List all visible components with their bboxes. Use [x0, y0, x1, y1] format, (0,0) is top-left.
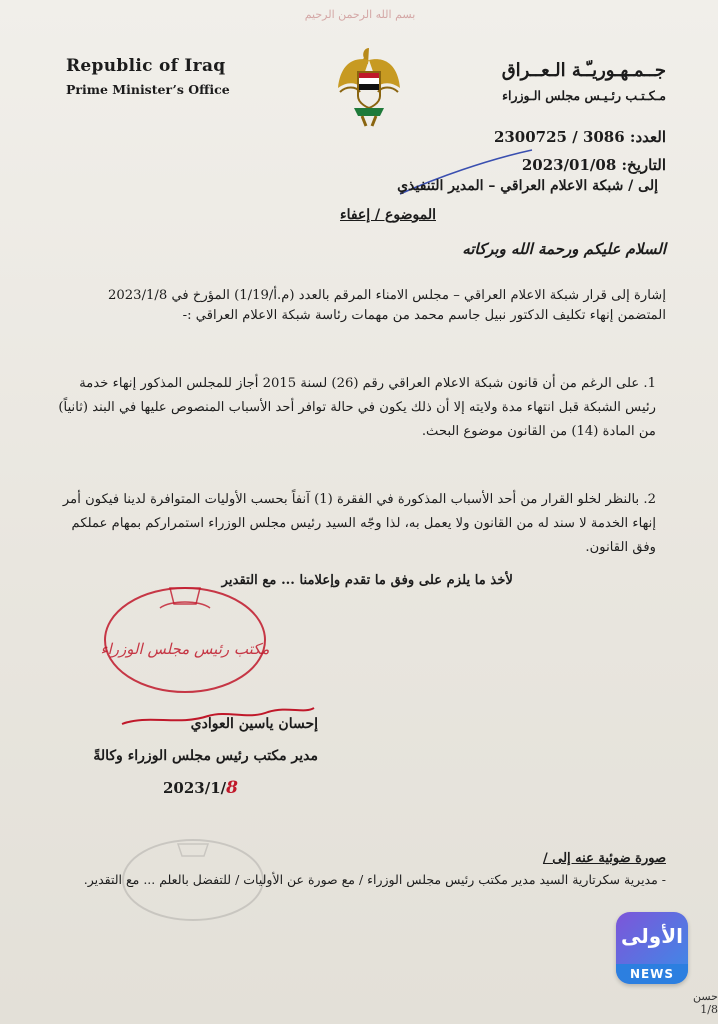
number-label: العدد: — [629, 128, 666, 146]
signer-title: مدير مكتب رئيس مجلس الوزراء وكالةً — [93, 748, 318, 764]
signature-date — [163, 778, 238, 798]
arabic-country-name: جــمـهـوريـّـة الـعــراق — [501, 60, 666, 81]
iraq-emblem-icon — [334, 42, 404, 134]
addressee-line: إلى / شبكة الاعلام العراقي – المدير التنفيذي — [397, 178, 658, 194]
reference-number — [494, 128, 666, 146]
arabic-office-name: مـكـتـب رئـيـس مجلس الـوزراء — [502, 88, 666, 103]
signature-date-prefix: 2023/1/ — [163, 779, 227, 797]
greeting-line: السلام عليكم ورحمة الله وبركاته — [462, 240, 666, 258]
point-two-paragraph: 2. بالنظر لخلو القرار من أحد الأسباب المذكورة في الفقرة (1) آنفاً بحسب الأوليات المتوافرة لدينا فيكون أمر إنهاء الخدمة لا سند له من القانون ولا يعمل به، لذا وجّه السيد رئيس مجلس الوزراء استمراركم بمهام عملكم وفق القانون. — [62, 492, 656, 555]
number-value: 3086 / 2300725 — [493, 128, 625, 146]
subject-line: الموضوع / إعفاء — [340, 207, 436, 223]
date-value: 2023/01/08 — [521, 156, 617, 174]
english-country-name: Republic of Iraq — [66, 56, 226, 76]
office-stamp — [100, 578, 270, 698]
stamp-text: مكتب رئيس مجلس الوزراء — [100, 640, 270, 658]
letter-date — [522, 156, 666, 174]
corner-note: حسن 1/8 — [693, 990, 718, 1016]
news-watermark-logo — [616, 912, 688, 984]
logo-news-label: NEWS — [616, 964, 688, 984]
intro-paragraph: إشارة إلى قرار شبكة الاعلام العراقي – مجلس الامناء المرقم بالعدد (م.أ/1/19) المؤرخ في 2023/1/8 المتضمن إنهاء تكليف الدكتور نبيل جاسم محمد من مهمات رئاسة شبكة الاعلام العراقي :- — [108, 288, 666, 323]
signature-date-handwritten: 8 — [226, 778, 238, 798]
signer-name: إحسان ياسين العوادي — [190, 716, 318, 732]
date-label: التاريخ: — [621, 156, 666, 174]
basmala-header: بسم الله الرحمن الرحيم — [304, 8, 416, 21]
closing-line: لأخذ ما يلزم على وفق ما تقدم وإعلامنا ... مع التقدير — [221, 573, 513, 588]
copies-item: - مديرية سكرتارية السيد مدير مكتب رئيس مجلس الوزراء / مع صورة عن الأوليات / للتفضل بالعلم ... مع التقدير. — [83, 872, 666, 887]
point-one-paragraph: 1. على الرغم من أن قانون شبكة الاعلام العراقي رقم (26) لسنة 2015 أجاز للمجلس المذكور إنهاء خدمة رئيس الشبكة قبل انتهاء مدة ولايته إلا أن ذلك يكون في حالة توافر أحد الأسباب المنصوص عليها في البند (ثانياً) من المادة (14) من القانون موضوع البحث. — [58, 376, 656, 439]
english-office-name: Prime Minister’s Office — [66, 82, 230, 97]
copies-heading: صورة ضوئية عنه إلى / — [542, 851, 666, 866]
logo-brand-text: الأولى — [621, 924, 683, 948]
